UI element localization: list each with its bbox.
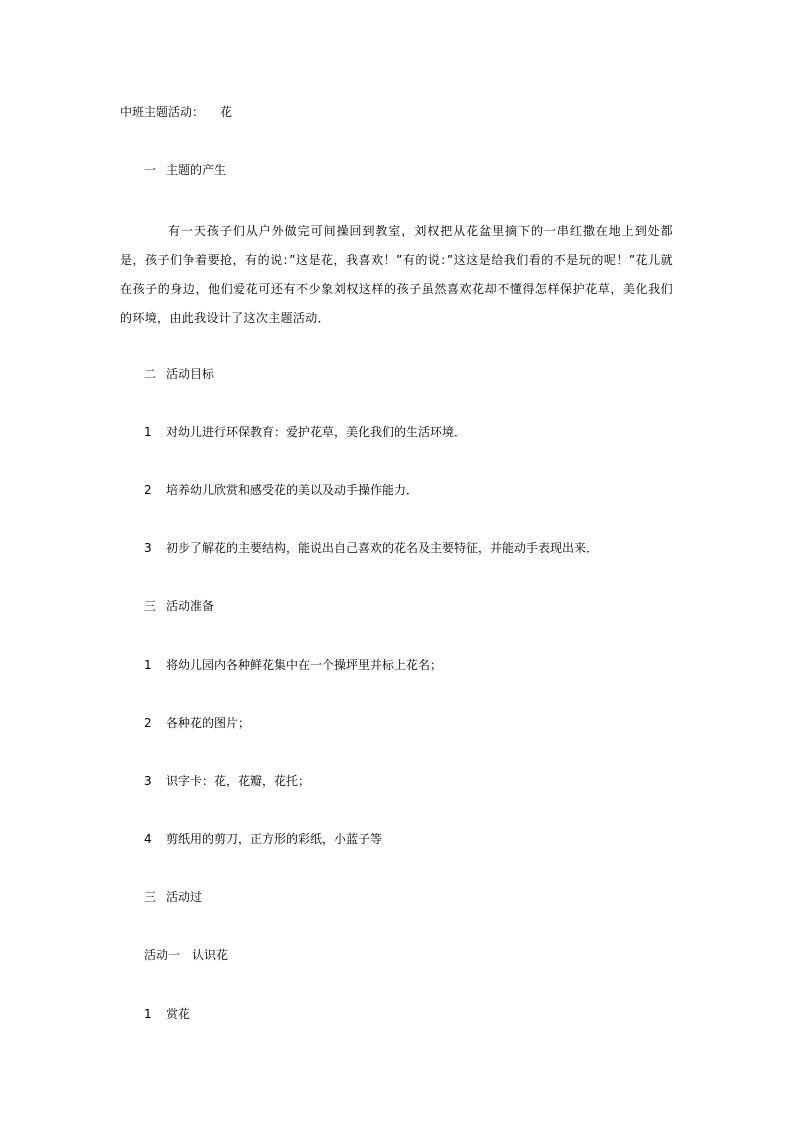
section-heading-process: [144, 889, 202, 905]
item-text: 对幼儿进行环保教育：爱护花草，美化我们的生活环境．: [166, 425, 467, 439]
origin-paragraph: 有一天孩子们从户外做完可间操回到教室，刘权把从花盆里摘下的一串红撒在地上到处都是，孩子们争着要抢，有的说：”这是花，我喜欢！”有的说：”这这是给我们看的不是玩的呢！”花儿就在孩子的身边，他们爱花可还有不少象刘权这样的孩子虽然喜欢花却不懂得怎样保护花草，美化我们的环境，由此我设计了这次主题活动．: [120, 224, 673, 325]
item-text: 将幼儿园内各种鲜花集中在一个操坪里并标上花名；: [166, 658, 443, 672]
list-item: [144, 715, 250, 731]
item-text: 识字卡：花，花瓣，花托；: [166, 774, 311, 788]
section-heading-preparation: [144, 598, 214, 614]
item-number: 2: [144, 483, 152, 497]
list-item: [144, 1006, 190, 1022]
section-number: 二: [144, 367, 157, 381]
item-number: 3: [144, 774, 152, 788]
activity-heading: [144, 947, 228, 963]
list-item: [144, 657, 442, 673]
item-number: 3: [144, 541, 152, 555]
document-title: [120, 104, 232, 120]
item-number: 4: [144, 832, 152, 846]
item-text: 各种花的图片；: [166, 716, 251, 730]
item-number: 1: [144, 1007, 152, 1021]
section-title: 活动过: [166, 890, 203, 904]
title-label: 中班主题活动：: [120, 105, 205, 119]
item-number: 1: [144, 658, 152, 672]
list-item: [144, 424, 466, 440]
section-number: 一: [144, 163, 157, 177]
item-text: 剪纸用的剪刀，正方形的彩纸，小蓝子等: [166, 832, 383, 846]
item-number: 1: [144, 425, 152, 439]
item-text: 赏花: [166, 1007, 191, 1021]
section-number: 三: [144, 599, 157, 613]
list-item: [144, 773, 310, 789]
section-title: 活动目标: [166, 367, 215, 381]
activity-title: 认识花: [192, 948, 229, 962]
section-title: 主题的产生: [166, 163, 227, 177]
item-number: 2: [144, 716, 152, 730]
list-item: [144, 482, 418, 498]
item-text: 培养幼儿欣赏和感受花的美以及动手操作能力．: [166, 483, 419, 497]
section-heading-goals: [144, 366, 214, 382]
list-item: [144, 540, 598, 556]
section-number: 三: [144, 890, 157, 904]
section-heading-origin: [144, 162, 226, 178]
list-item: [144, 831, 382, 847]
section-title: 活动准备: [166, 599, 215, 613]
activity-label: 活动一: [144, 948, 181, 962]
title-value: 花: [220, 105, 233, 119]
item-text: 初步了解花的主要结构，能说出自己喜欢的花名及主要特征，并能动手表现出来．: [166, 541, 599, 555]
